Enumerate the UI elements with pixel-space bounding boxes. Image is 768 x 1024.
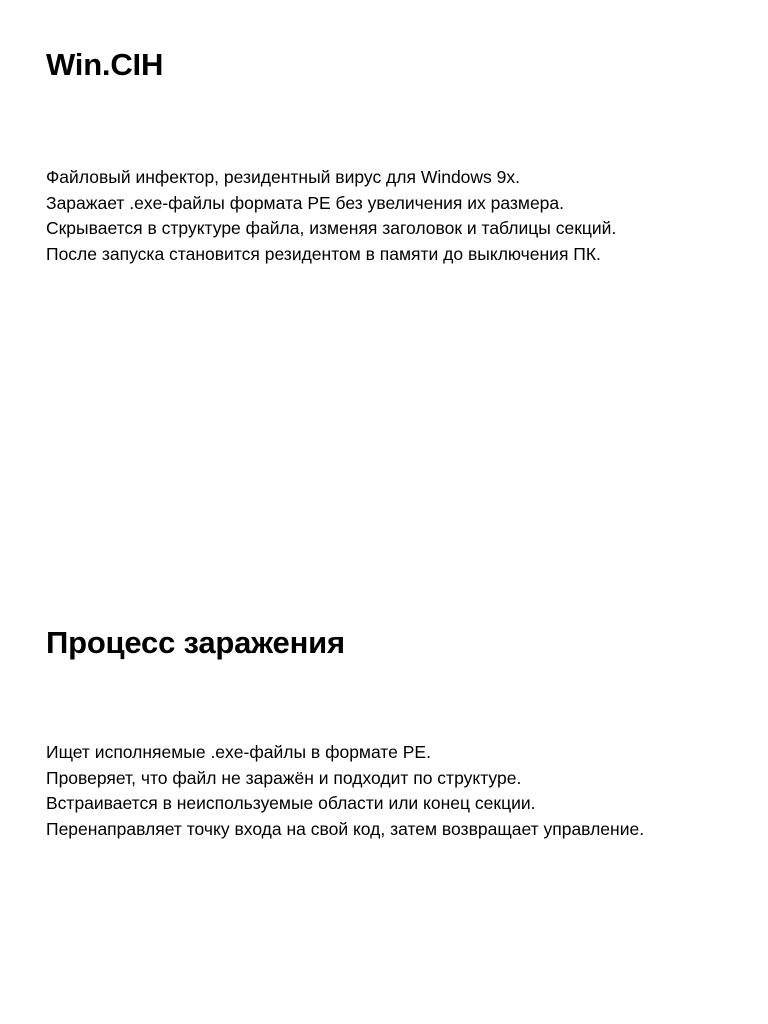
slide-body: [46, 165, 616, 267]
slide-infection-process: [0, 578, 768, 1024]
body-line: После запуска становится резидентом в памяти до выключения ПК.: [46, 243, 601, 264]
body-line: Проверяет, что файл не заражён и подходит по структуре.: [46, 767, 522, 788]
slide-title: Процесс заражения: [46, 625, 345, 660]
body-line: Ищет исполняемые .exe-файлы в формате PE.: [46, 742, 431, 762]
slide-title: Win.CIH: [46, 47, 164, 82]
body-line: Перенаправляет точку входа на свой код, затем возвращает управление.: [46, 818, 645, 839]
body-line: Скрывается в структуре файла, изменяя заголовок и таблицы секций.: [46, 218, 617, 239]
body-line: Встраивается в неиспользуемые области или конец секции.: [46, 793, 536, 814]
body-line: Заражает .exe-файлы формата PE без увеличения их размера.: [46, 192, 565, 213]
body-line: Файловый инфектор, резидентный вирус для Windows 9x.: [46, 167, 521, 187]
slide-body: [46, 740, 644, 842]
